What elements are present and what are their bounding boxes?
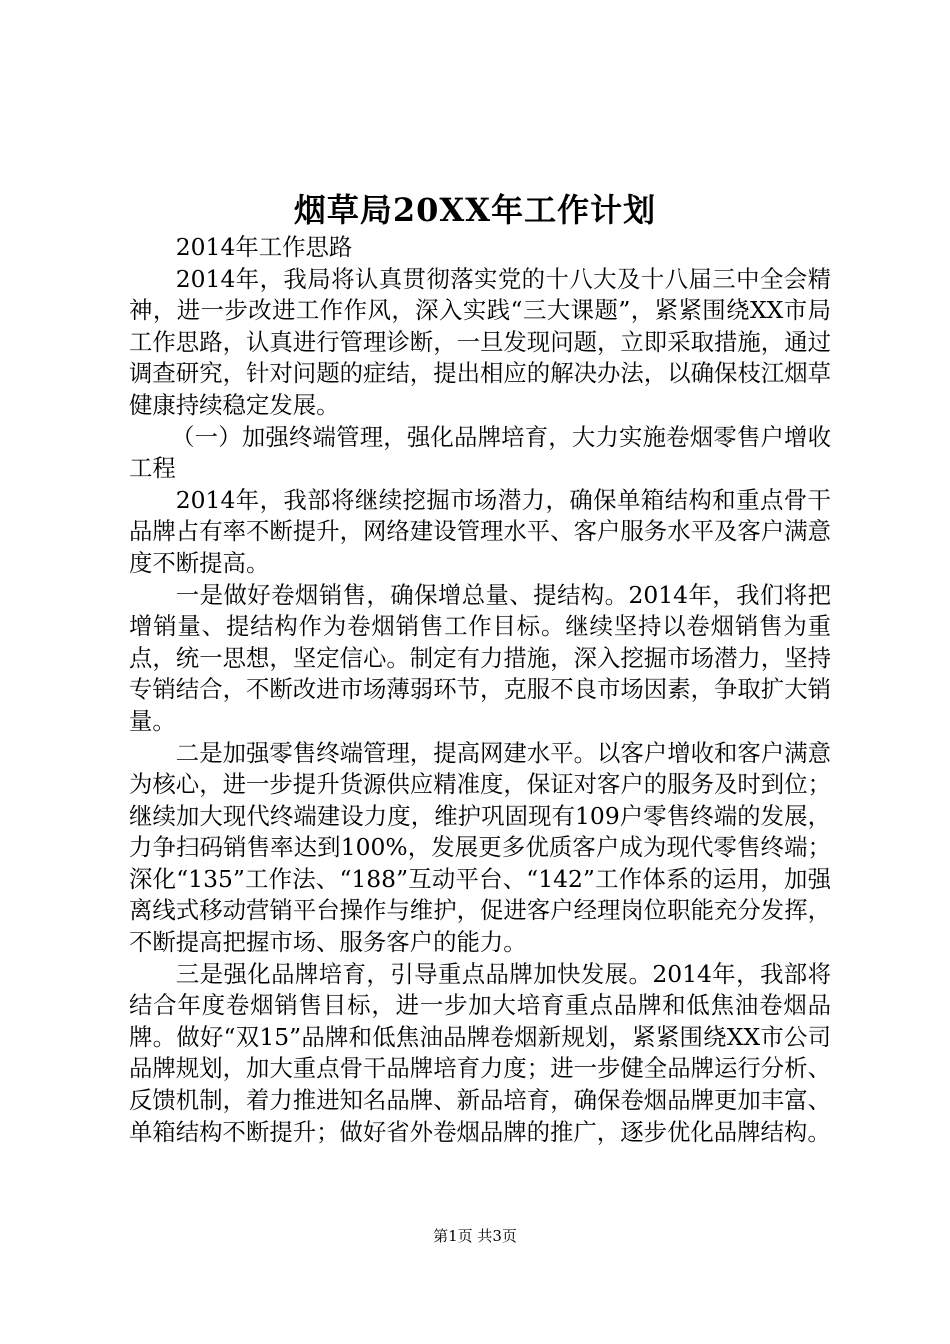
document-title: 烟草局20XX年工作计划	[293, 191, 657, 229]
paragraph-heading-2014: 2014年工作思路	[175, 233, 353, 261]
paragraph-intro: 2014年，我局将认真贯彻落实党的十八大及十八届三中全会精神，进一步改进工作作风，深入实践“三大课题”，紧紧围绕XX市局工作思路，认真进行管理诊断，一旦发现问题，立即采取措施，通过调查研究，针对问题的症结，提出相应的解决办法，以确保枝江烟草健康持续稳定发展。	[129, 264, 831, 419]
document-body	[129, 232, 831, 1148]
section-heading-1: （一）加强终端管理，强化品牌培育，大力实施卷烟零售户增收工程	[129, 422, 831, 483]
paragraph-item-3: 三是强化品牌培育，引导重点品牌加快发展。2014年，我部将结合年度卷烟销售目标，进一步加大培育重点品牌和低焦油卷烟品牌。做好“双15”品牌和低焦油品牌卷烟新规划，紧紧围绕XX市公司品牌规划，加大重点骨干品牌培育力度；进一步健全品牌运行分析、反馈机制，着力推进知名品牌、新品培育，确保卷烟品牌更加丰富、单箱结构不断提升；做好省外卷烟品牌的推广，逐步优化品牌结构。	[129, 959, 831, 1146]
paragraph-item-1: 一是做好卷烟销售，确保增总量、提结构。2014年，我们将把增销量、提结构作为卷烟销售工作目标。继续坚持以卷烟销售为重点，统一思想，坚定信心。制定有力措施，深入挖掘市场潜力，坚持专销结合，不断改进市场薄弱环节，克服不良市场因素，争取扩大销量。	[129, 580, 831, 735]
paragraph-item-2: 二是加强零售终端管理，提高网建水平。以客户增收和客户满意为核心，进一步提升货源供应精准度，保证对客户的服务及时到位；继续加大现代终端建设力度，维护巩固现有109户零售终端的发展，力争扫码销售率达到100%，发展更多优质客户成为现代零售终端；深化“135”工作法、“188”互动平台、“142”工作体系的运用，加强离线式移动营销平台操作与维护，促进客户经理岗位职能充分发挥，不断提高把握市场、服务客户的能力。	[129, 738, 831, 957]
paragraph-section-1-summary: 2014年，我部将继续挖掘市场潜力，确保单箱结构和重点骨干品牌占有率不断提升，网络建设管理水平、客户服务水平及客户满意度不断提高。	[129, 485, 831, 577]
page-number-footer: 第1页 共3页	[433, 1227, 517, 1245]
